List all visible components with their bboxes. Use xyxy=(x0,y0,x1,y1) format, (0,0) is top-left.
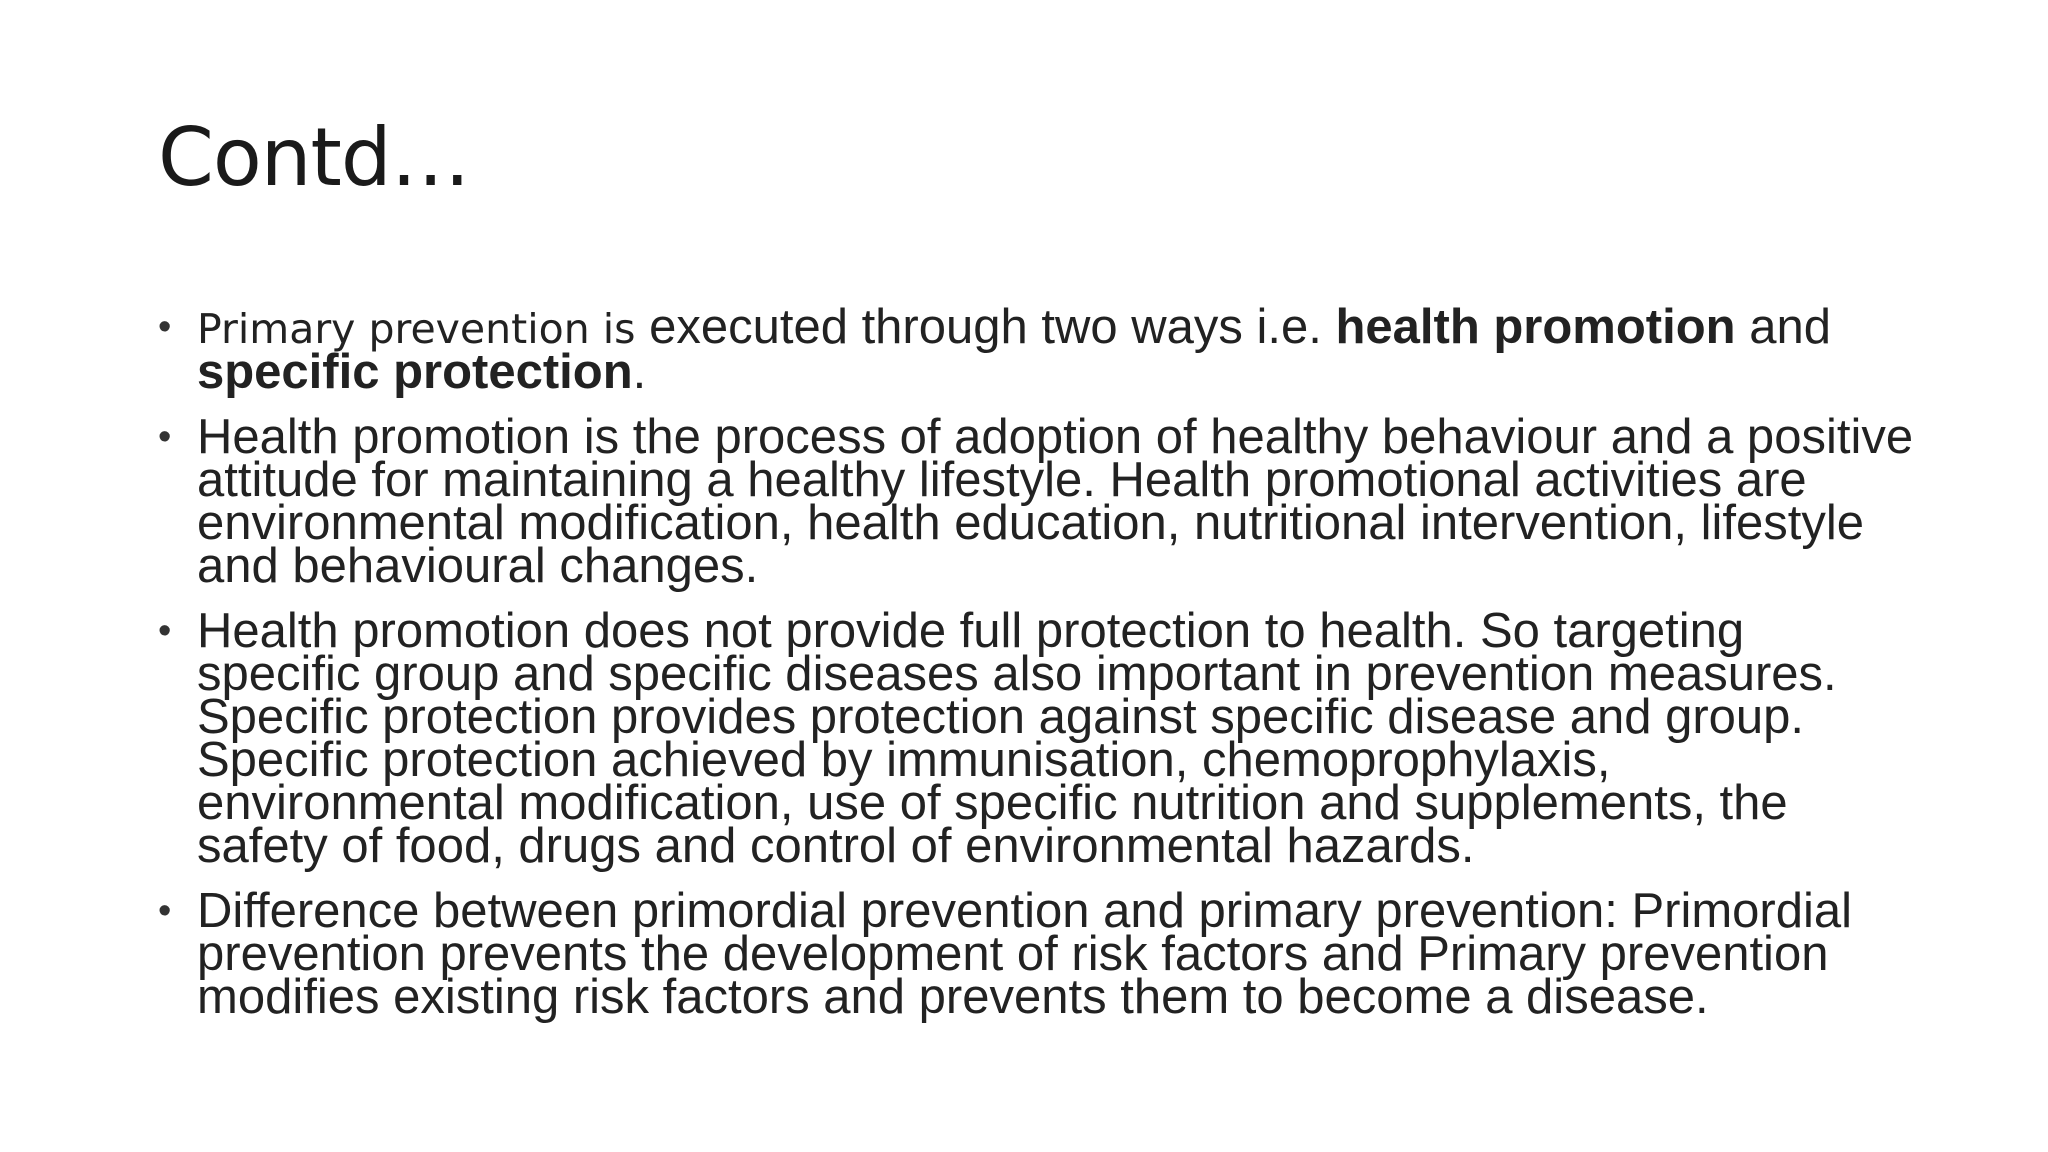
bullet-text: Difference between primordial prevention and primary prevention: Primordial prevention prevents the development of risk factors and Primary prevention modifies existing risk factors and prevents them to become a disease. xyxy=(197,884,1853,1024)
bullet-text: . xyxy=(632,345,647,399)
bullet-text: and xyxy=(1735,300,1831,354)
bullet-lead-text: Primary prevention is xyxy=(197,305,636,353)
bullet-text: Health promotion does not provide full protection to health. So targeting specific group and specific diseases also important in prevention measures. Specific protection provides protection against specific disease and group. Specific protection achieved by immunisation, chemoprophylaxis, environmental modification, use of specific nutrition and supplements, the safety of food, drugs and control of environmental hazards. xyxy=(197,604,1837,873)
bullet-item-primordial-vs-primary xyxy=(158,884,1918,1024)
bullet-item-primary-prevention xyxy=(158,300,1918,399)
bullet-item-specific-protection xyxy=(158,604,1918,873)
bullet-icon: • xyxy=(158,610,172,652)
bullet-icon: • xyxy=(158,306,172,348)
bullet-lead-text: Health xyxy=(197,410,339,464)
bullet-text: promotion is the process of adoption of healthy behaviour and a positive attitude for maintaining a healthy lifestyle. Health promotional activities are environmental modification, health education, nutritional intervention, lifestyle and behavioural changes. xyxy=(197,410,1914,593)
bold-term-specific-protection: specific protection xyxy=(197,345,633,399)
slide-title: Contd… xyxy=(158,111,470,204)
bullet-list xyxy=(158,300,1918,1041)
bullet-icon: • xyxy=(158,890,172,932)
bullet-icon: • xyxy=(158,416,172,458)
bold-term-health-promotion: health promotion xyxy=(1335,300,1736,354)
bullet-item-health-promotion xyxy=(158,410,1918,593)
bullet-text: executed through two ways i.e. xyxy=(635,300,1336,354)
